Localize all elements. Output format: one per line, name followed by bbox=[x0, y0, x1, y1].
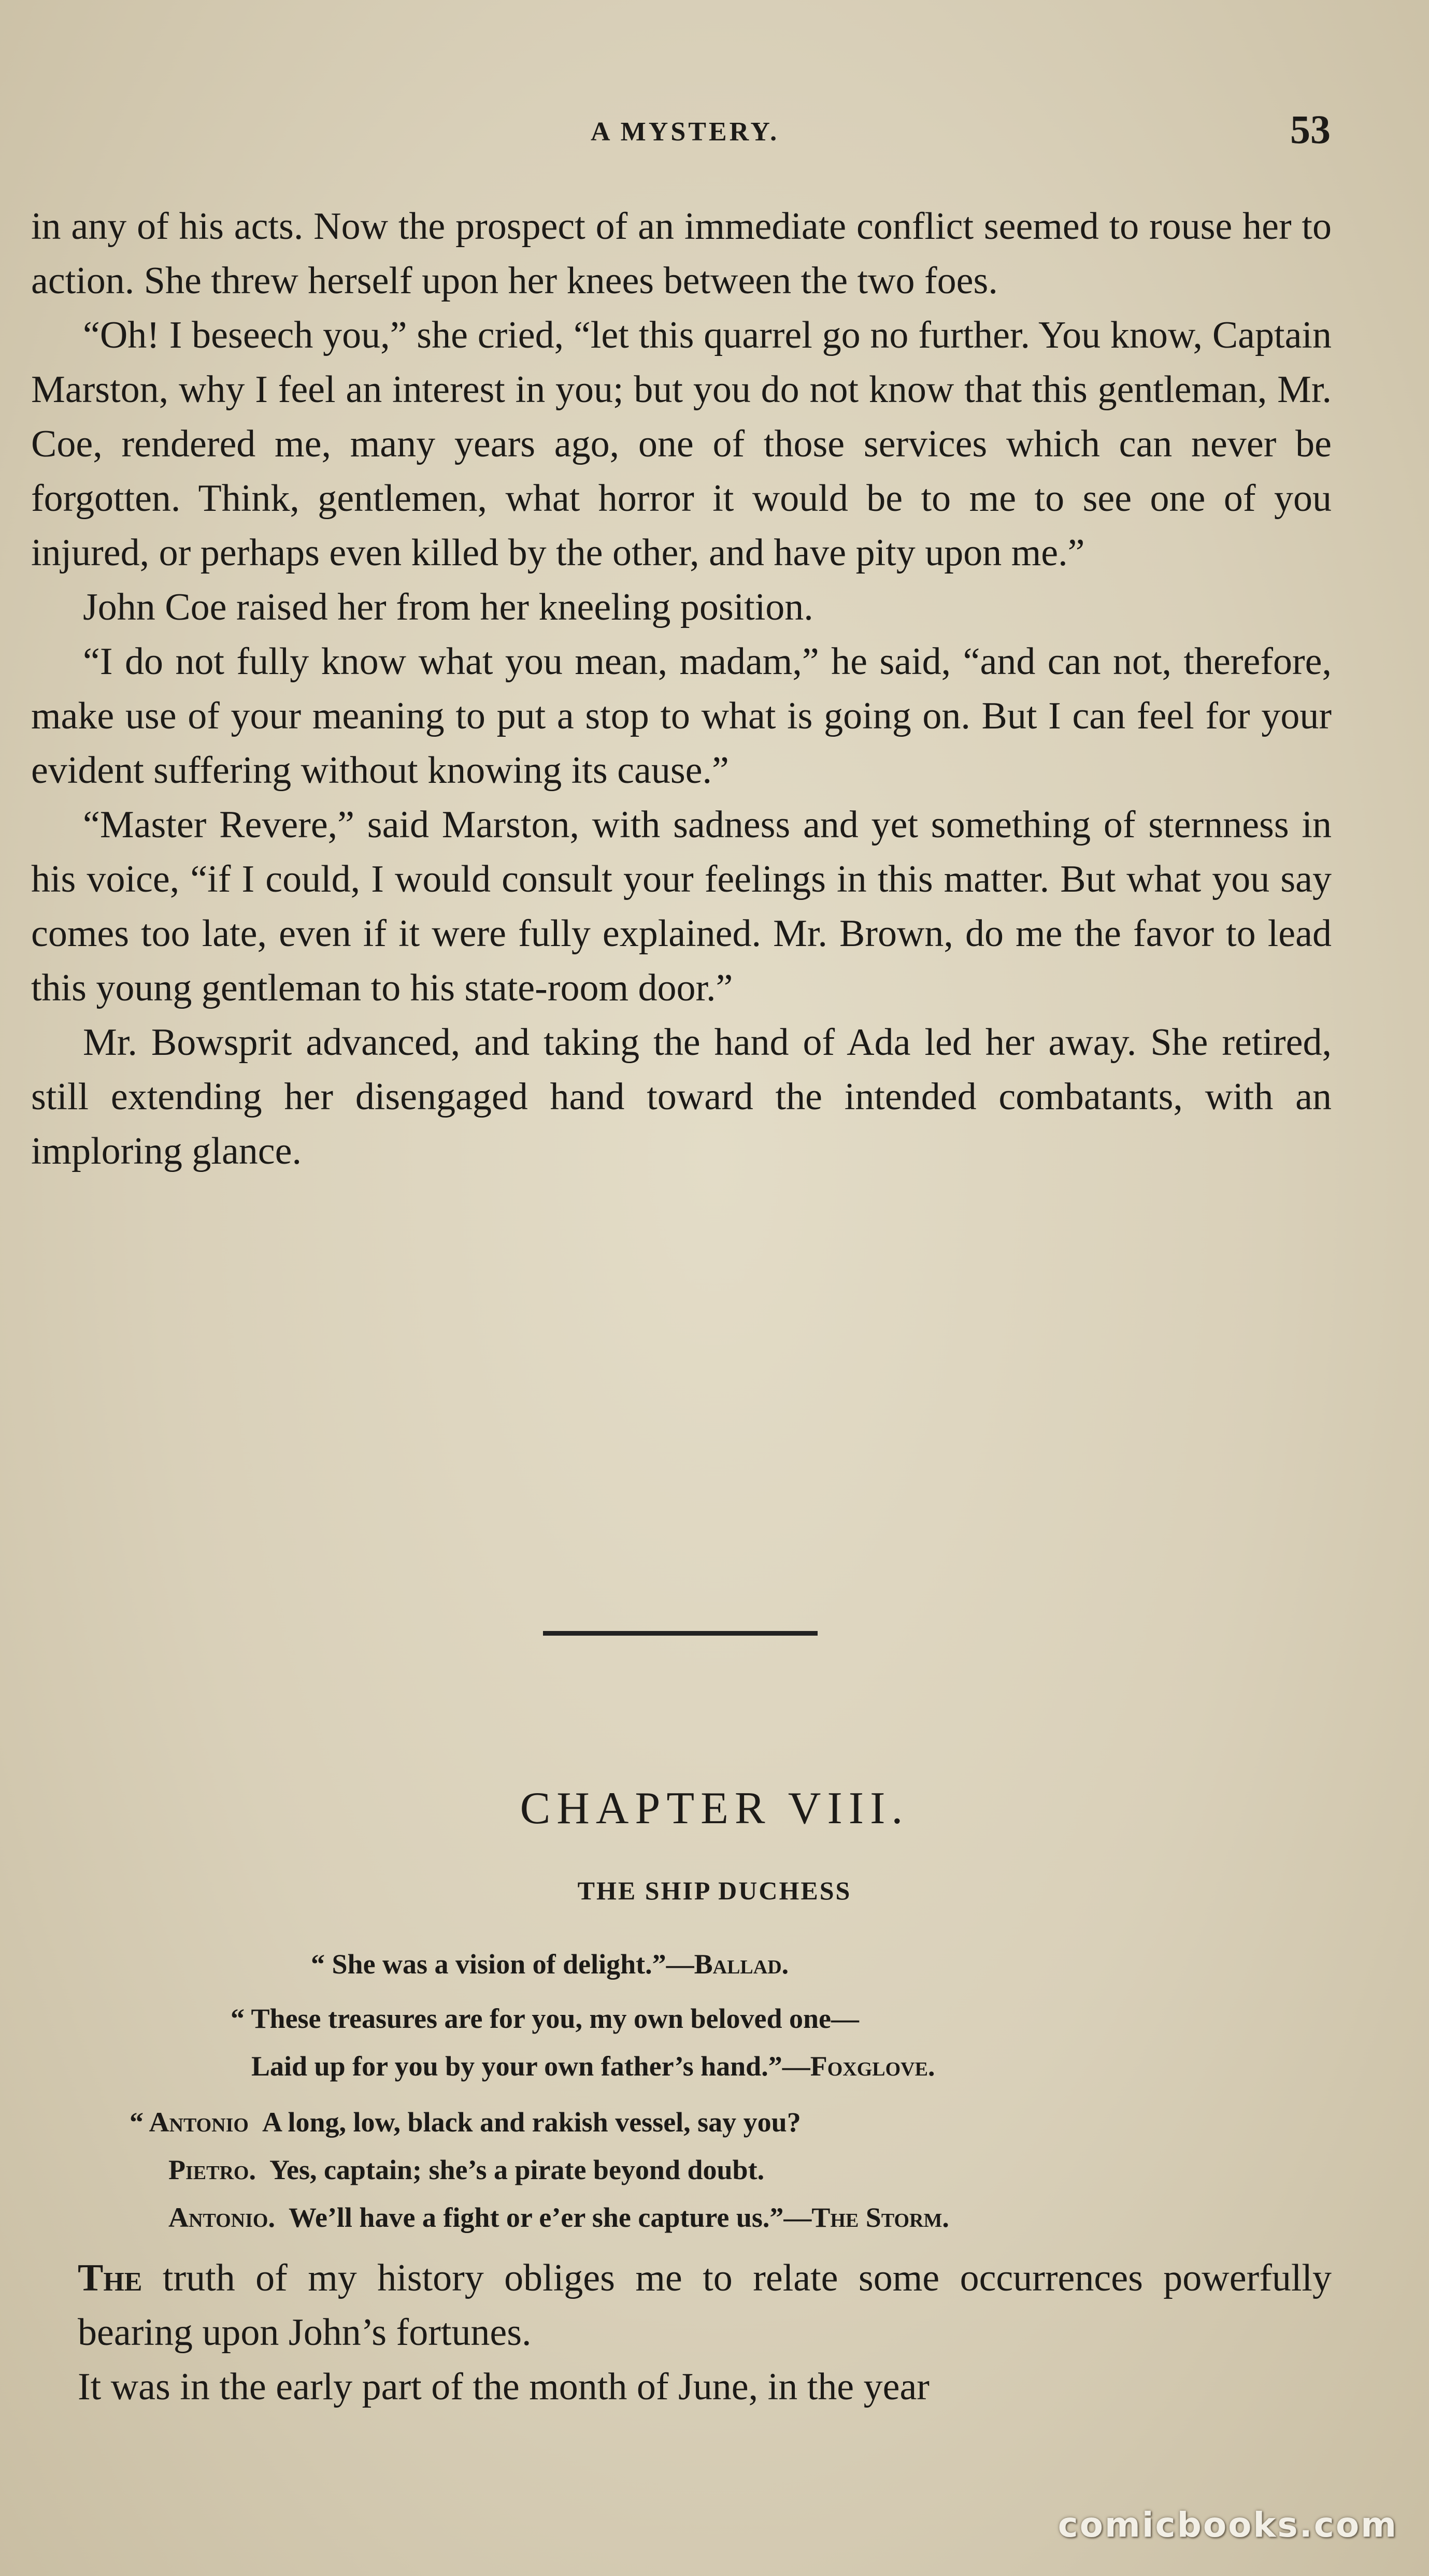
paragraph: Mr. Bowsprit advanced, and taking the hand of Ada led her away. She retired, still extending her disengaged hand toward the intended combatants, with an imploring glance. bbox=[31, 1021, 1332, 1172]
speaker-name: Pietro. bbox=[168, 2154, 256, 2185]
paragraph: “I do not fully know what you mean, madam,” he said, “and can not, therefore, make use of your meaning to put a stop to what is going on. But I can feel for your evident suffering without knowing its cause.” bbox=[31, 640, 1332, 792]
epigraph-dialogue-line bbox=[130, 2194, 949, 2241]
epigraph-line: “ These treasures are for you, my own beloved one— bbox=[231, 2003, 859, 2034]
epigraph-attribution: Foxglove. bbox=[810, 2051, 935, 2082]
body-text bbox=[31, 199, 1332, 1179]
epigraph-dialogue-line bbox=[130, 2146, 949, 2194]
epigraph-1 bbox=[311, 1940, 789, 1988]
epigraph-line bbox=[231, 2042, 935, 2090]
paragraph: in any of his acts. Now the prospect of an immediate conflict seemed to rouse her to action. She threw herself upon her knees between the two foes. bbox=[31, 205, 1332, 302]
speaker-name: Antonio. bbox=[168, 2202, 275, 2233]
paragraph-text: truth of my history obliges me to relate some occurrences powerfully bearing upon John’s fortunes. bbox=[78, 2257, 1332, 2354]
speaker-name: “ Antonio bbox=[130, 2107, 249, 2138]
paragraph: John Coe raised her from her kneeling position. bbox=[83, 586, 813, 628]
epigraph-dialogue-line bbox=[130, 2098, 949, 2146]
epigraph-text: Laid up for you by your own father’s hand.”— bbox=[251, 2051, 810, 2082]
watermark: comicbooks.com bbox=[1058, 2505, 1398, 2545]
dialogue-text: Yes, captain; she’s a pirate beyond doubt. bbox=[269, 2154, 765, 2185]
dialogue-text: A long, low, black and rakish vessel, say you? bbox=[262, 2107, 801, 2138]
epigraph-text: “ She was a vision of delight.”— bbox=[311, 1949, 694, 1980]
paragraph bbox=[78, 2251, 1332, 2360]
chapter-subtitle: THE SHIP DUCHESS bbox=[577, 1876, 852, 1905]
epigraph-attribution: Ballad. bbox=[694, 1949, 789, 1980]
paragraph: “Master Revere,” said Marston, with sadness and yet something of sternness in his voice, “if I could, I would consult your feelings in this matter. But what you say comes too late, even if it were fully explained. Mr. Brown, do me the favor to lead this young gentleman to his state-room door.” bbox=[31, 804, 1332, 1009]
paragraph: It was in the early part of the month of June, in the year bbox=[78, 2366, 930, 2408]
epigraph-3 bbox=[130, 2098, 949, 2241]
epigraph-2 bbox=[231, 1995, 935, 2090]
chapter-title: CHAPTER VIII. bbox=[520, 1783, 909, 1834]
dialogue-text: We’ll have a fight or e’er she capture us.”— bbox=[288, 2202, 812, 2233]
paragraph: “Oh! I beseech you,” she cried, “let this quarrel go no further. You know, Captain Marston, why I feel an interest in you; but you do not know that this gentleman, Mr. Coe, rendered me, many years ago, one of those services which can never be forgotten. Think, gentlemen, what horror it would be to me to see one of you injured, or perhaps even killed by the other, and have pity upon me.” bbox=[31, 314, 1332, 574]
epigraph-attribution: The Storm. bbox=[811, 2202, 949, 2233]
chapter-opening-text bbox=[78, 2251, 1332, 2414]
page-number: 53 bbox=[1290, 107, 1331, 152]
page-header bbox=[31, 106, 1398, 153]
section-divider-rule bbox=[543, 1631, 818, 1636]
opening-word: The bbox=[78, 2257, 142, 2299]
running-head: A MYSTERY. bbox=[591, 117, 780, 147]
